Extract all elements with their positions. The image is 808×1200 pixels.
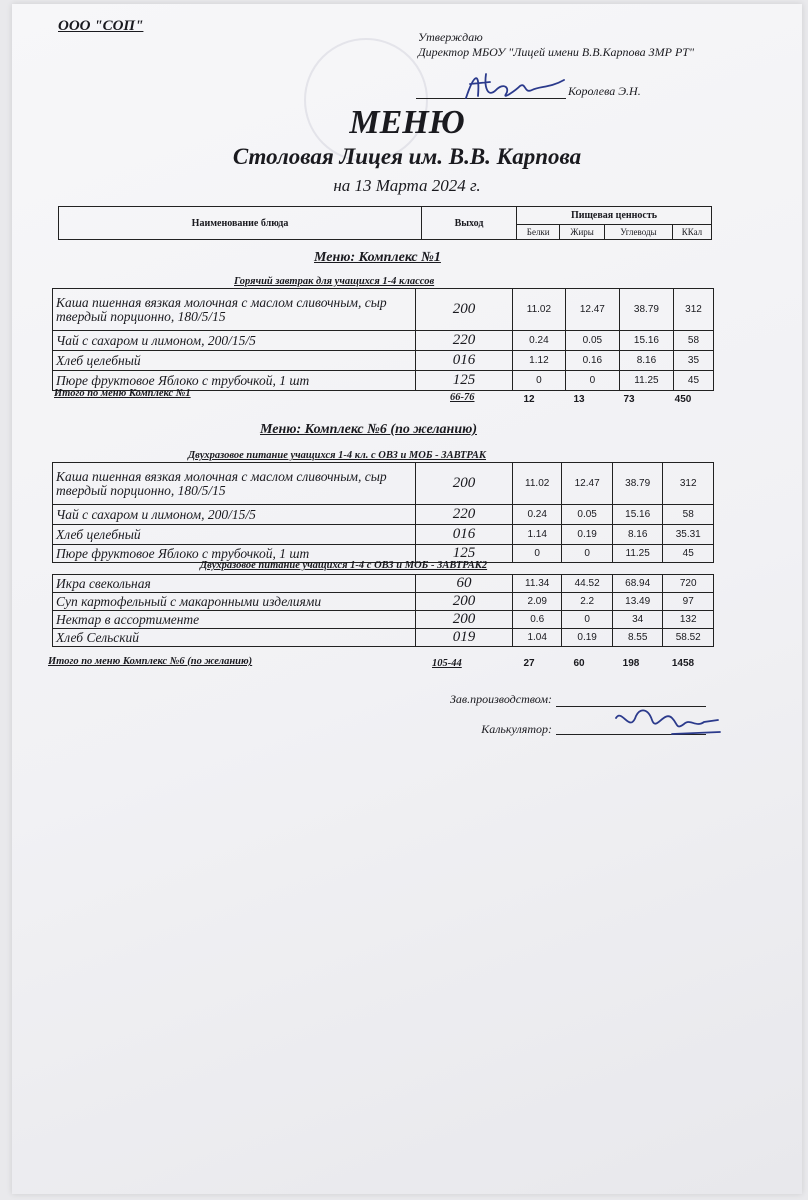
header-dish: Наименование блюда [59,207,422,240]
dish-output: 200 [416,463,513,505]
fat-value: 0 [565,371,619,391]
carbs-value: 68.94 [612,575,663,593]
complex6-group2: Двухразовое питание учащихся 1-4 с ОВЗ и МОБ - ЗАВТРАК2 [200,560,488,571]
dish-output: 200 [416,611,513,629]
dish-output: 60 [416,575,513,593]
dish-name: Чай с сахаром и лимоном, 200/15/5 [53,331,416,351]
carbs-value: 15.16 [619,331,673,351]
fat-value: 12.47 [565,289,619,331]
complex6-table2 [52,574,714,647]
carbs-value: 38.79 [619,289,673,331]
complex1-total-carbs: 73 [623,394,635,405]
kcal-value: 312 [673,289,713,331]
dish-name: Суп картофельный с макаронными изделиями [53,593,416,611]
production-label: Зав.производством: [449,692,552,706]
complex1-total-output: 66-76 [450,392,475,403]
carbs-value: 8.16 [612,525,663,545]
table-row [53,525,714,545]
complex6-total-carbs: 198 [622,658,640,669]
table-row [53,593,714,611]
total-label-text: Итого по меню Комплекс №6 (по желанию) [48,656,253,667]
dish-output: 125 [416,371,513,391]
protein-value: 1.14 [513,525,562,545]
dish-name: Чай с сахаром и лимоном, 200/15/5 [53,505,416,525]
approval-block [418,30,718,60]
total-label-text: Итого по меню Комплекс №1 [54,388,191,399]
dish-name: Пюре фруктовое Яблоко с трубочкой, 1 шт [53,371,416,391]
complex6-total-output: 105-44 [432,658,462,669]
protein-value: 2.09 [513,593,562,611]
complex1-total-kcal: 450 [674,394,692,405]
header-nutrition: Пищевая ценность [517,207,712,225]
fat-value: 0 [562,545,613,563]
table-row [53,351,714,371]
canteen-title: Столовая Лицея им. В.В. Карпова [232,144,582,169]
kcal-value: 58 [673,331,713,351]
calculator-label: Калькулятор: [481,722,552,736]
complex1-total-protein: 12 [523,394,535,405]
protein-value: 0 [513,371,566,391]
fat-value: 0.05 [562,505,613,525]
organization-name: ООО "СОП" [58,18,144,34]
header-table [58,206,712,240]
carbs-value: 38.79 [612,463,663,505]
page-title: МЕНЮ [349,104,465,141]
protein-value: 0.24 [513,331,566,351]
kcal-value: 45 [673,371,713,391]
table-row [53,331,714,351]
kcal-value: 97 [663,593,714,611]
kcal-value: 45 [663,545,714,563]
complex6-total-label [48,656,252,667]
complex1-group: Горячий завтрак для учащихся 1-4 классов [234,276,435,287]
protein-value: 11.02 [513,463,562,505]
complex6-table1 [52,462,714,563]
dish-name: Каша пшенная вязкая молочная с маслом сливочным, сыр твердый порционно, 180/5/15 [53,289,416,331]
header-carbs: Углеводы [604,224,672,239]
protein-value: 11.02 [513,289,566,331]
protein-value: 11.34 [513,575,562,593]
carbs-value: 34 [612,611,663,629]
fat-value: 0.19 [562,629,613,647]
menu-date: на 13 Марта 2024 г. [333,176,481,195]
dish-name: Хлеб целебный [53,351,416,371]
kcal-value: 58.52 [663,629,714,647]
dish-name: Хлеб Сельский [53,629,416,647]
kcal-value: 35.31 [663,525,714,545]
calculator-signature [612,704,722,740]
protein-value: 0.24 [513,505,562,525]
table-row [53,505,714,525]
complex6-total-protein: 27 [523,658,535,669]
approval-line2: Директор МБОУ "Лицей имени В.В.Карпова ЗМР РТ" [418,45,694,59]
kcal-value: 312 [663,463,714,505]
director-signature [460,68,570,104]
table-row [53,611,714,629]
header-protein: Белки [517,224,560,239]
carbs-value: 8.16 [619,351,673,371]
kcal-value: 35 [673,351,713,371]
carbs-value: 13.49 [612,593,663,611]
carbs-value: 15.16 [612,505,663,525]
dish-output: 220 [416,331,513,351]
fat-value: 0.05 [565,331,619,351]
dish-name: Пюре фруктовое Яблоко с трубочкой, 1 шт [53,545,416,563]
carbs-value: 8.55 [612,629,663,647]
table-row [53,629,714,647]
approval-line1: Утверждаю [418,30,483,44]
fat-value: 2.2 [562,593,613,611]
dish-output: 125 [416,545,513,563]
dish-output: 220 [416,505,513,525]
fat-value: 12.47 [562,463,613,505]
dish-name: Хлеб целебный [53,525,416,545]
complex6-group1: Двухразовое питание учащихся 1-4 кл. с ОВЗ и МОБ - ЗАВТРАК [188,450,487,461]
carbs-value: 11.25 [619,371,673,391]
protein-value: 0.6 [513,611,562,629]
table-row [53,289,714,331]
table-row [53,463,714,505]
header-kcal: ККал [672,224,711,239]
complex1-total-label [54,388,191,399]
protein-value: 1.04 [513,629,562,647]
carbs-value: 11.25 [612,545,663,563]
dish-name: Каша пшенная вязкая молочная с маслом сливочным, сыр твердый порционно, 180/5/15 [53,463,416,505]
dish-name: Нектар в ассортименте [53,611,416,629]
dish-output: 019 [416,629,513,647]
menu-sheet [12,4,802,1194]
director-name: Королева Э.Н. [568,84,641,98]
fat-value: 44.52 [562,575,613,593]
complex1-total-fat: 13 [573,394,585,405]
fat-value: 0.16 [565,351,619,371]
dish-output: 016 [416,525,513,545]
dish-output: 200 [416,289,513,331]
complex1-table [52,288,714,391]
header-output: Выход [422,207,517,240]
kcal-value: 720 [663,575,714,593]
dish-output: 016 [416,351,513,371]
header-fat: Жиры [560,224,604,239]
complex6-total-fat: 60 [573,658,585,669]
fat-value: 0.19 [562,525,613,545]
protein-value: 1.12 [513,351,566,371]
dish-output: 200 [416,593,513,611]
dish-name: Икра свекольная [53,575,416,593]
fat-value: 0 [562,611,613,629]
complex6-title: Меню: Комплекс №6 (по желанию) [260,422,477,437]
kcal-value: 132 [663,611,714,629]
table-row [53,575,714,593]
protein-value: 0 [513,545,562,563]
complex6-total-kcal: 1458 [671,658,695,669]
complex1-title: Меню: Комплекс №1 [314,250,441,265]
kcal-value: 58 [663,505,714,525]
